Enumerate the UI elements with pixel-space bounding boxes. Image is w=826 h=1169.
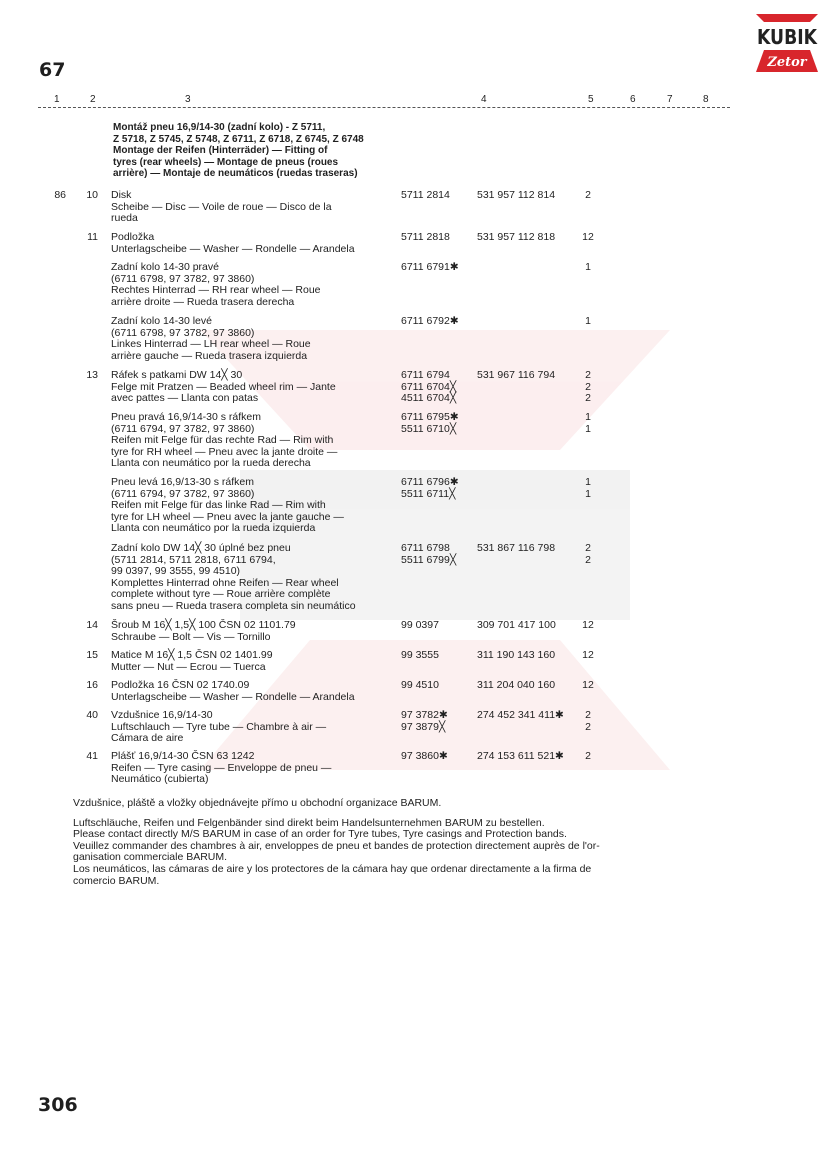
quantity [580,412,596,435]
part-description-line: Neumático (cubierta) [111,773,209,786]
quantity-line: 1 [585,411,591,423]
note-line: Vzdušnice, pláště a vložky objednávejte přímo u obchodní organizace BARUM. [73,797,442,809]
part-description-line: Mutter — Nut — Ecrou — Tuerca [111,660,266,673]
quantity [580,751,596,763]
quantity-line: 2 [585,369,591,381]
part-description [111,710,401,745]
col-header-4: 4 [481,94,487,105]
part-description-line: Schraube — Bolt — Vis — Tornillo [111,630,271,643]
part-description-line: sans pneu — Rueda trasera completa sin neumático [111,599,356,612]
item-number: 13 [86,369,98,381]
quantity-line: 2 [585,720,591,733]
order-code-line: 5711 2818 [401,231,450,243]
part-number-line: 531 967 116 794 [477,369,556,381]
note-line: Luftschläuche, Reifen und Felgenbänder sind direkt beim Handelsunternehmen BARUM zu bestellen. [73,816,545,829]
title-line: Montage der Reifen (Hinterräder) — Fitting of [113,145,328,157]
part-description-line: arrière droite — Rueda trasera derecha [111,295,295,308]
header-rule [38,107,730,108]
col-header-1: 1 [54,94,60,105]
svg-text:Zetor: Zetor [767,55,807,70]
quantity [580,650,596,662]
order-code [401,751,448,763]
part-number [477,680,555,692]
part-description-line: arrière gauche — Rueda trasera izquierda [111,349,308,362]
part-number [477,370,555,382]
order-code [401,650,439,662]
quantity [580,232,596,244]
part-number-line: 311 190 143 160 [477,649,556,661]
note-line: Please contact directly M/S BARUM in case of an order for Tyre tubes, Tyre casings and Protection bands. [73,828,567,841]
item-number: 10 [86,189,98,201]
part-number-line: 531 867 116 798 [477,542,556,554]
part-description-line: Zadní kolo 14-30 levé [111,315,212,327]
col-header-2: 2 [90,94,96,105]
quantity-line: 2 [585,553,591,566]
part-description-line: Rechtes Hinterrad — RH rear wheel — Roue [111,284,321,297]
part-description-line: (6711 6794, 97 3782, 97 3860) [111,422,255,435]
order-code-line: 6711 6791✱ [401,261,459,273]
order-code-line: 99 4510 [401,679,439,691]
quantity-line: 2 [585,709,591,721]
note-line: comercio BARUM. [73,874,160,887]
order-code-line: 5511 6799╳ [401,553,457,566]
order-code-line: 99 3555 [401,649,439,661]
quantity-line: 1 [585,261,591,273]
part-description-line: 99 0397, 99 3555, 99 4510) [111,565,241,578]
part-description-line: Llanta con neumático por la rueda derecha [111,457,311,470]
svg-text:KUBIK: KUBIK [757,25,819,49]
item-number: 14 [86,619,98,631]
part-number [477,710,564,722]
note-line: Los neumáticos, las cámaras de aire y los protectores de la cámara hay que ordenar directamente a la firma de [73,862,592,875]
note-line: ganisation commerciale BARUM. [73,851,228,864]
part-number [477,751,564,763]
order-code-line: 5511 6710╳ [401,422,457,435]
note-line: Veuillez commander des chambres à air, enveloppes de pneu et bandes de protection directement auprès de l'or- [73,839,600,852]
notes-block [73,798,733,887]
quantity-line: 1 [585,476,591,488]
quantity [580,620,596,632]
part-description-line: avec pattes — Llanta con patas [111,392,259,405]
order-code-line: 97 3879╳ [401,720,446,733]
part-description-line: Luftschlauch — Tyre tube — Chambre à air — [111,720,327,733]
quantity [580,680,596,692]
order-code-line: 6711 6798 [401,542,450,554]
part-description-line: Reifen mit Felge für das rechte Rad — Rim with [111,434,334,447]
part-description-line: Plášť 16,9/14-30 ČSN 63 1242 [111,750,255,762]
quantity-line: 12 [582,231,594,243]
order-code [401,412,459,435]
section-title [113,122,413,180]
title-line: Montáž pneu 16,9/14-30 (zadní kolo) - Z 5711, [113,122,326,133]
quantity [580,316,596,328]
order-code [401,370,456,405]
part-number-line: 531 957 112 814 [477,189,556,201]
kubik-zetor-logo [756,14,818,72]
part-number-line: 309 701 417 100 [477,619,556,631]
quantity [580,543,596,566]
order-code [401,190,450,202]
quantity-line: 2 [585,542,591,554]
part-description-line: rueda [111,212,138,225]
quantity-line: 12 [582,649,594,661]
part-description [111,262,401,308]
col-header-7: 7 [667,94,673,105]
order-code [401,477,459,500]
quantity-line: 1 [585,422,591,435]
quantity-line: 1 [585,487,591,500]
order-code-line: 6711 6794 [401,369,450,381]
title-line: Z 5718, Z 5745, Z 5748, Z 6711, Z 6718, Z 6745, Z 6748 [113,133,364,145]
part-description [111,650,401,673]
part-description-line: Reifen mit Felge für das linke Rad — Rim with [111,499,326,512]
part-number-line: 311 204 040 160 [477,679,556,691]
quantity-line: 2 [585,380,591,393]
part-description-line: (6711 6798, 97 3782, 97 3860) [111,272,255,285]
quantity [580,190,596,202]
part-description-line: Podložka [111,231,155,243]
part-description-line: Reifen — Tyre casing — Enveloppe de pneu — [111,761,332,774]
part-number-line: 274 153 611 521✱ [477,750,564,762]
part-number [477,620,556,632]
part-description-line: Ráfek s patkami DW 14╳ 30 [111,369,243,381]
part-number [477,650,555,662]
part-description-line: Pneu levá 16,9/13-30 s ráfkem [111,476,255,488]
part-description-line: Zadní kolo 14-30 pravé [111,261,219,273]
part-description-line: Komplettes Hinterrad ohne Reifen — Rear wheel [111,576,339,589]
item-number: 11 [87,231,98,243]
part-description-line: Llanta con neumático por la rueda izquierda [111,522,316,535]
quantity-line: 12 [582,679,594,691]
part-description [111,316,401,362]
part-description-line: Zadní kolo DW 14╳ 30 úplné bez pneu [111,542,291,554]
part-description [111,232,401,255]
order-code-line: 5511 6711╳ [401,487,456,500]
order-code [401,543,456,566]
position-number: 86 [54,189,66,201]
part-description-line: Podložka 16 ČSN 02 1740.09 [111,679,250,691]
order-code-line: 97 3782✱ [401,709,448,721]
order-code-line: 97 3860✱ [401,750,448,762]
part-description-line: complete without tyre — Roue arrière complète [111,588,331,601]
part-description-line: Disk [111,189,132,201]
part-description-line: Unterlagscheibe — Washer — Rondelle — Arandela [111,242,355,255]
order-code [401,232,450,244]
order-code [401,620,439,632]
order-code-line: 5711 2814 [401,189,450,201]
part-description-line: Pneu pravá 16,9/14-30 s ráfkem [111,411,262,423]
title-line: tyres (rear wheels) — Montage de pneus (roues [113,156,339,168]
part-description-line: Linkes Hinterrad — LH rear wheel — Roue [111,338,311,351]
part-description-line: Šroub M 16╳ 1,5╳ 100 ČSN 02 1101.79 [111,619,296,631]
item-number: 15 [86,649,98,661]
item-number: 16 [86,679,98,691]
part-description-line: Matice M 16╳ 1,5 ČSN 02 1401.99 [111,649,273,661]
part-number [477,543,555,555]
page-number: 306 [38,1094,78,1116]
quantity-line: 2 [585,392,591,405]
quantity [580,262,596,274]
part-description [111,751,401,786]
col-header-8: 8 [703,94,709,105]
part-number [477,232,555,244]
order-code [401,710,448,733]
part-description [111,620,401,643]
col-header-3: 3 [185,94,191,105]
part-description [111,543,401,613]
part-number-line: 531 957 112 818 [477,231,556,243]
order-code-line: 99 0397 [401,619,439,631]
order-code-line: 6711 6796✱ [401,476,459,488]
part-description [111,190,401,225]
quantity [580,370,596,405]
order-code [401,680,439,692]
part-description [111,370,401,405]
quantity-line: 12 [582,619,594,631]
item-number: 40 [86,709,98,721]
part-description-line: (6711 6798, 97 3782, 97 3860) [111,326,255,339]
part-description-line: Vzdušnice 16,9/14-30 [111,709,213,721]
section-number: 67 [39,59,66,81]
part-description-line: Cámara de aire [111,732,184,745]
title-line: arrière) — Montaje de neumáticos (ruedas traseras) [113,168,358,180]
part-description-line: (5711 2814, 5711 2818, 6711 6794, [111,553,276,566]
col-header-5: 5 [588,94,594,105]
order-code [401,262,459,274]
order-code-line: 6711 6792✱ [401,315,459,327]
order-code-line: 6711 6795✱ [401,411,459,423]
quantity [580,477,596,500]
part-description [111,477,401,535]
part-description-line: Scheibe — Disc — Voile de roue — Disco de la [111,200,332,213]
part-description-line: Felge mit Pratzen — Beaded wheel rim — Jante [111,380,336,393]
order-code [401,316,459,328]
part-description-line: tyre for RH wheel — Pneu avec la jante droite — [111,445,338,458]
order-code-line: 6711 6704╳ [401,380,457,393]
quantity-line: 2 [585,189,591,201]
quantity [580,710,596,733]
quantity-line: 2 [585,750,591,762]
order-code-line: 4511 6704╳ [401,392,457,405]
part-number-line: 274 452 341 411✱ [477,709,564,721]
part-description-line: Unterlagscheibe — Washer — Rondelle — Arandela [111,690,355,703]
quantity-line: 1 [585,315,591,327]
item-number: 41 [86,750,98,762]
part-description-line: (6711 6794, 97 3782, 97 3860) [111,487,255,500]
part-description-line: tyre for LH wheel — Pneu avec la jante gauche — [111,510,344,523]
part-description [111,680,401,703]
part-number [477,190,555,202]
col-header-6: 6 [630,94,636,105]
part-description [111,412,401,470]
